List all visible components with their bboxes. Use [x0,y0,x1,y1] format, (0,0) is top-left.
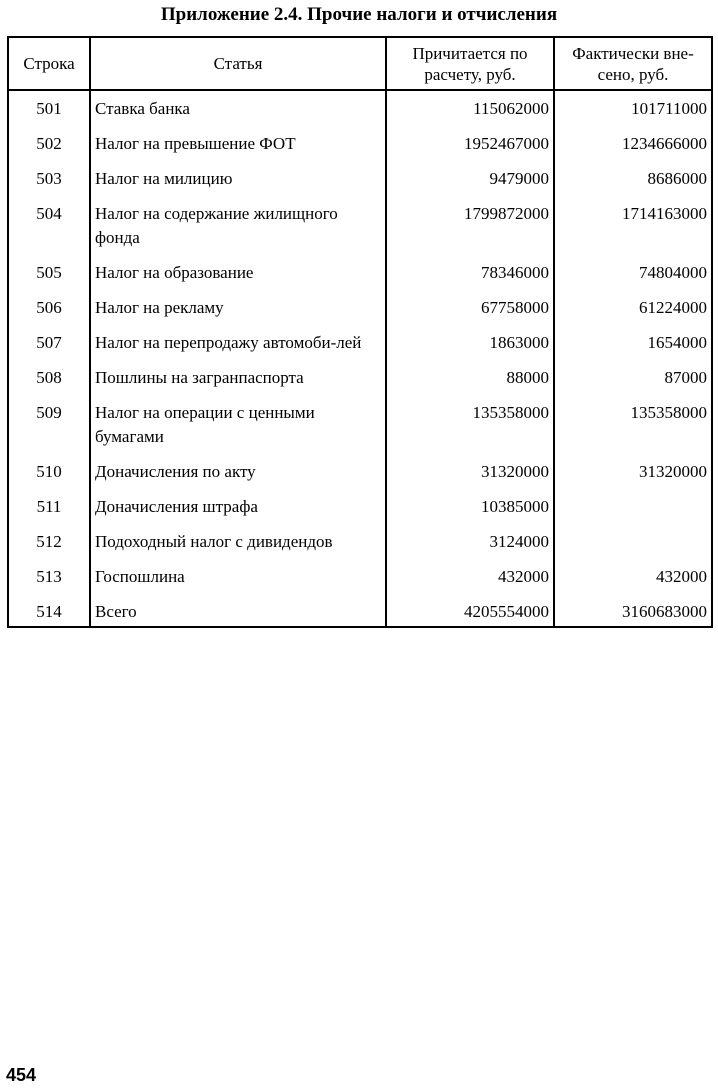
table-row [8,454,712,489]
row-article: Налог на рекламу [90,290,386,325]
row-paid-amount: 87000 [554,360,712,395]
table-body [8,90,712,627]
row-code: 509 [8,395,90,454]
row-due-amount: 88000 [386,360,554,395]
header-row-number: Строка [8,37,90,90]
row-paid-amount: 432000 [554,559,712,594]
row-article: Ставка банка [90,90,386,126]
row-code: 504 [8,196,90,255]
row-due-amount: 67758000 [386,290,554,325]
table-row [8,325,712,360]
row-code: 507 [8,325,90,360]
row-article: Налог на операции с ценными бумагами [90,395,386,454]
row-code: 514 [8,594,90,627]
table-header [8,37,712,90]
row-due-amount: 31320000 [386,454,554,489]
row-paid-amount: 3160683000 [554,594,712,627]
header-due-amount: Причитается по расчету, руб. [386,37,554,90]
row-due-amount: 1952467000 [386,126,554,161]
table-row [8,559,712,594]
row-paid-amount: 1234666000 [554,126,712,161]
table-row [8,255,712,290]
table-row-total [8,594,712,627]
row-paid-amount [554,524,712,559]
page-title: Приложение 2.4. Прочие налоги и отчисления [160,4,558,25]
row-paid-amount: 61224000 [554,290,712,325]
row-paid-amount: 135358000 [554,395,712,454]
row-paid-amount: 8686000 [554,161,712,196]
row-due-amount: 1863000 [386,325,554,360]
table-row [8,90,712,126]
row-due-amount: 10385000 [386,489,554,524]
row-code: 513 [8,559,90,594]
row-code: 508 [8,360,90,395]
taxes-table [7,36,713,628]
row-code: 512 [8,524,90,559]
row-due-amount: 78346000 [386,255,554,290]
row-due-amount: 4205554000 [386,594,554,627]
table-row [8,524,712,559]
row-paid-amount [554,489,712,524]
table-row [8,196,712,255]
row-paid-amount: 31320000 [554,454,712,489]
row-code: 503 [8,161,90,196]
row-due-amount: 135358000 [386,395,554,454]
row-paid-amount: 101711000 [554,90,712,126]
row-article: Налог на превышение ФОТ [90,126,386,161]
row-article: Доначисления по акту [90,454,386,489]
row-due-amount: 115062000 [386,90,554,126]
table-row [8,395,712,454]
row-article: Пошлины на загранпаспорта [90,360,386,395]
row-code: 502 [8,126,90,161]
row-due-amount: 1799872000 [386,196,554,255]
row-article: Госпошлина [90,559,386,594]
row-article: Налог на милицию [90,161,386,196]
row-code: 505 [8,255,90,290]
row-due-amount: 9479000 [386,161,554,196]
row-code: 510 [8,454,90,489]
row-paid-amount: 1654000 [554,325,712,360]
row-code: 501 [8,90,90,126]
table-row [8,489,712,524]
row-due-amount: 432000 [386,559,554,594]
row-article: Подоходный налог с дивидендов [90,524,386,559]
row-article: Налог на образование [90,255,386,290]
row-article: Доначисления штрафа [90,489,386,524]
table-row [8,290,712,325]
table-row [8,126,712,161]
row-code: 511 [8,489,90,524]
header-article: Статья [90,37,386,90]
page-number: 454 [6,1065,37,1085]
table-row [8,360,712,395]
table-row [8,161,712,196]
header-paid-amount: Фактически вне-сено, руб. [554,37,712,90]
header-row [8,37,712,90]
row-paid-amount: 1714163000 [554,196,712,255]
row-article: Всего [90,594,386,627]
row-due-amount: 3124000 [386,524,554,559]
row-article: Налог на перепродажу автомоби-лей [90,325,386,360]
row-code: 506 [8,290,90,325]
row-article: Налог на содержание жилищного фонда [90,196,386,255]
row-paid-amount: 74804000 [554,255,712,290]
